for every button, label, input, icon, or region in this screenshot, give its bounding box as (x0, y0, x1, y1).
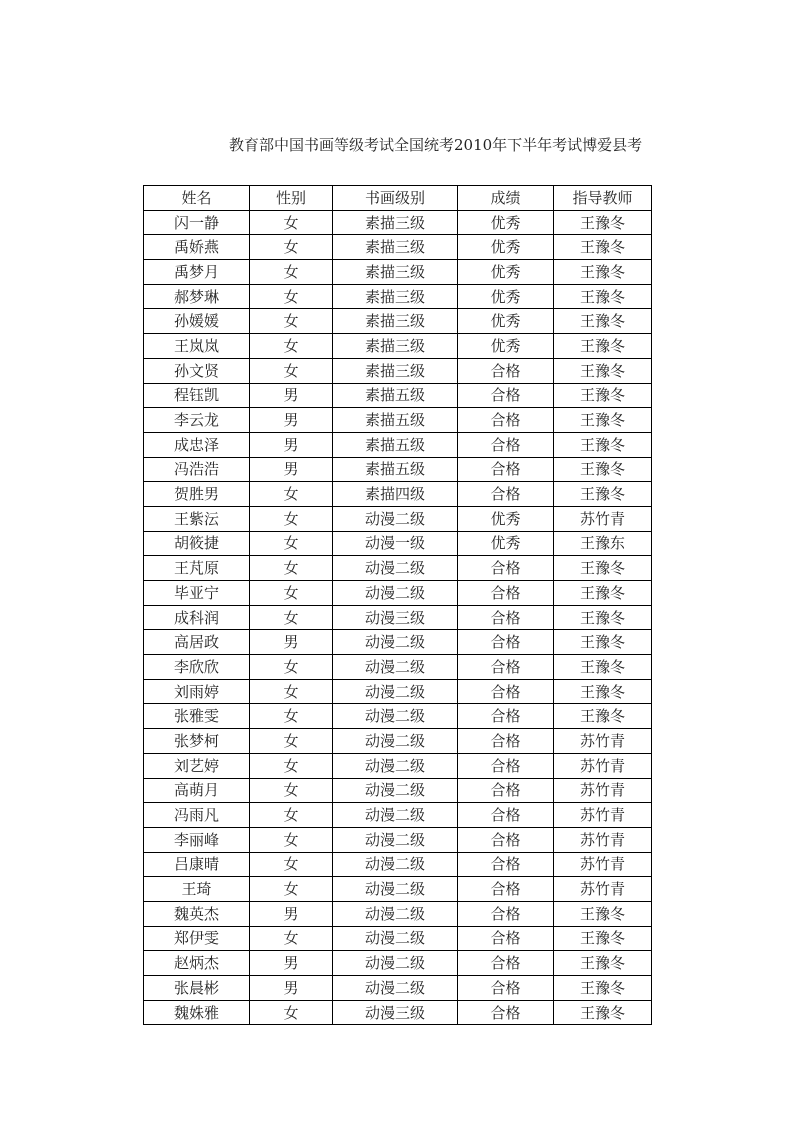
cell-level: 动漫三级 (333, 605, 458, 630)
cell-result: 合格 (458, 581, 554, 606)
cell-level: 素描五级 (333, 457, 458, 482)
cell-result: 优秀 (458, 210, 554, 235)
table-row (144, 210, 652, 235)
cell-name: 王紫沄 (144, 506, 250, 531)
cell-level: 素描三级 (333, 334, 458, 359)
cell-result: 合格 (458, 704, 554, 729)
cell-teacher: 王豫冬 (554, 334, 652, 359)
cell-level: 动漫二级 (333, 901, 458, 926)
cell-name: 张雅雯 (144, 704, 250, 729)
table-row (144, 531, 652, 556)
cell-name: 高萌月 (144, 778, 250, 803)
cell-level: 动漫二级 (333, 704, 458, 729)
cell-gender: 女 (250, 704, 333, 729)
table-row (144, 630, 652, 655)
cell-gender: 男 (250, 408, 333, 433)
cell-teacher: 王豫冬 (554, 1000, 652, 1025)
cell-name: 刘艺婷 (144, 753, 250, 778)
cell-level: 动漫二级 (333, 951, 458, 976)
cell-teacher: 王豫冬 (554, 704, 652, 729)
cell-level: 动漫二级 (333, 753, 458, 778)
cell-result: 合格 (458, 976, 554, 1001)
cell-teacher: 王豫冬 (554, 235, 652, 260)
cell-name: 李欣欣 (144, 655, 250, 680)
cell-level: 动漫三级 (333, 1000, 458, 1025)
table-row (144, 284, 652, 309)
table-row (144, 827, 652, 852)
cell-level: 动漫二级 (333, 852, 458, 877)
cell-name: 李丽峰 (144, 827, 250, 852)
cell-result: 优秀 (458, 309, 554, 334)
cell-result: 合格 (458, 383, 554, 408)
cell-teacher: 苏竹青 (554, 877, 652, 902)
cell-name: 赵炳杰 (144, 951, 250, 976)
table-row (144, 408, 652, 433)
cell-name: 王芃原 (144, 556, 250, 581)
cell-result: 合格 (458, 951, 554, 976)
cell-name: 成忠泽 (144, 432, 250, 457)
cell-teacher: 王豫冬 (554, 260, 652, 285)
cell-level: 素描三级 (333, 309, 458, 334)
cell-name: 郑伊雯 (144, 926, 250, 951)
table-row (144, 901, 652, 926)
cell-teacher: 王豫冬 (554, 457, 652, 482)
cell-result: 合格 (458, 457, 554, 482)
cell-result: 合格 (458, 926, 554, 951)
cell-gender: 男 (250, 976, 333, 1001)
table-row (144, 383, 652, 408)
cell-result: 合格 (458, 432, 554, 457)
table-row (144, 852, 652, 877)
cell-gender: 女 (250, 1000, 333, 1025)
table-row (144, 556, 652, 581)
cell-result: 合格 (458, 901, 554, 926)
cell-teacher: 苏竹青 (554, 827, 652, 852)
cell-result: 合格 (458, 1000, 554, 1025)
cell-teacher: 王豫冬 (554, 926, 652, 951)
cell-gender: 女 (250, 655, 333, 680)
cell-teacher: 苏竹青 (554, 852, 652, 877)
cell-name: 刘雨婷 (144, 679, 250, 704)
cell-gender: 男 (250, 630, 333, 655)
table-body (144, 210, 652, 1025)
cell-name: 王琦 (144, 877, 250, 902)
table-row (144, 729, 652, 754)
cell-name: 禹梦月 (144, 260, 250, 285)
cell-teacher: 苏竹青 (554, 803, 652, 828)
cell-gender: 女 (250, 210, 333, 235)
cell-result: 合格 (458, 482, 554, 507)
cell-teacher: 王豫东 (554, 531, 652, 556)
cell-teacher: 王豫冬 (554, 309, 652, 334)
cell-level: 动漫二级 (333, 630, 458, 655)
cell-teacher: 苏竹青 (554, 506, 652, 531)
table-row (144, 926, 652, 951)
cell-result: 合格 (458, 358, 554, 383)
cell-name: 成科润 (144, 605, 250, 630)
cell-level: 动漫二级 (333, 778, 458, 803)
cell-teacher: 王豫冬 (554, 284, 652, 309)
cell-gender: 女 (250, 827, 333, 852)
cell-name: 毕亚宁 (144, 581, 250, 606)
cell-teacher: 王豫冬 (554, 383, 652, 408)
cell-gender: 女 (250, 926, 333, 951)
cell-level: 动漫二级 (333, 556, 458, 581)
cell-result: 合格 (458, 605, 554, 630)
table-row (144, 605, 652, 630)
cell-level: 动漫二级 (333, 926, 458, 951)
cell-level: 动漫一级 (333, 531, 458, 556)
cell-gender: 女 (250, 778, 333, 803)
cell-gender: 女 (250, 556, 333, 581)
cell-result: 优秀 (458, 260, 554, 285)
cell-name: 孙文贤 (144, 358, 250, 383)
table-row (144, 803, 652, 828)
cell-teacher: 王豫冬 (554, 679, 652, 704)
table-row (144, 704, 652, 729)
cell-level: 素描三级 (333, 284, 458, 309)
table-row (144, 334, 652, 359)
cell-gender: 女 (250, 531, 333, 556)
cell-gender: 女 (250, 309, 333, 334)
cell-teacher: 王豫冬 (554, 432, 652, 457)
cell-gender: 女 (250, 803, 333, 828)
cell-gender: 男 (250, 457, 333, 482)
cell-teacher: 王豫冬 (554, 951, 652, 976)
cell-teacher: 王豫冬 (554, 901, 652, 926)
cell-gender: 女 (250, 605, 333, 630)
cell-result: 合格 (458, 753, 554, 778)
cell-teacher: 苏竹青 (554, 729, 652, 754)
cell-result: 优秀 (458, 334, 554, 359)
table-row (144, 482, 652, 507)
cell-gender: 女 (250, 482, 333, 507)
cell-gender: 男 (250, 432, 333, 457)
cell-name: 禹娇燕 (144, 235, 250, 260)
cell-teacher: 王豫冬 (554, 210, 652, 235)
cell-teacher: 王豫冬 (554, 358, 652, 383)
cell-name: 吕康晴 (144, 852, 250, 877)
cell-level: 素描五级 (333, 432, 458, 457)
cell-result: 合格 (458, 827, 554, 852)
table-row (144, 877, 652, 902)
cell-gender: 女 (250, 284, 333, 309)
cell-level: 素描五级 (333, 408, 458, 433)
cell-level: 动漫二级 (333, 976, 458, 1001)
cell-gender: 女 (250, 581, 333, 606)
cell-gender: 男 (250, 901, 333, 926)
cell-teacher: 苏竹青 (554, 778, 652, 803)
header-gender: 性别 (250, 186, 333, 211)
cell-gender: 男 (250, 951, 333, 976)
cell-result: 合格 (458, 803, 554, 828)
cell-gender: 女 (250, 679, 333, 704)
cell-gender: 女 (250, 334, 333, 359)
cell-teacher: 王豫冬 (554, 976, 652, 1001)
table-row (144, 358, 652, 383)
cell-result: 合格 (458, 778, 554, 803)
cell-gender: 女 (250, 235, 333, 260)
cell-level: 动漫二级 (333, 729, 458, 754)
cell-name: 冯雨凡 (144, 803, 250, 828)
cell-result: 合格 (458, 679, 554, 704)
cell-result: 优秀 (458, 284, 554, 309)
cell-result: 合格 (458, 877, 554, 902)
cell-result: 优秀 (458, 235, 554, 260)
cell-level: 动漫二级 (333, 877, 458, 902)
table-row (144, 235, 652, 260)
table-row (144, 309, 652, 334)
cell-level: 素描三级 (333, 235, 458, 260)
cell-gender: 女 (250, 506, 333, 531)
cell-name: 程钰凯 (144, 383, 250, 408)
cell-teacher: 王豫冬 (554, 581, 652, 606)
cell-name: 张晨彬 (144, 976, 250, 1001)
cell-teacher: 王豫冬 (554, 556, 652, 581)
cell-gender: 女 (250, 729, 333, 754)
cell-gender: 女 (250, 877, 333, 902)
cell-gender: 女 (250, 358, 333, 383)
cell-result: 合格 (458, 408, 554, 433)
cell-teacher: 王豫冬 (554, 630, 652, 655)
cell-result: 优秀 (458, 531, 554, 556)
cell-name: 闪一静 (144, 210, 250, 235)
cell-teacher: 苏竹青 (554, 753, 652, 778)
table-row (144, 778, 652, 803)
cell-level: 动漫二级 (333, 506, 458, 531)
header-name: 姓名 (144, 186, 250, 211)
cell-level: 动漫二级 (333, 581, 458, 606)
table-row (144, 753, 652, 778)
table-row (144, 951, 652, 976)
cell-gender: 女 (250, 852, 333, 877)
cell-name: 魏姝雅 (144, 1000, 250, 1025)
cell-name: 贺胜男 (144, 482, 250, 507)
table-row (144, 1000, 652, 1025)
header-level: 书画级别 (333, 186, 458, 211)
cell-result: 合格 (458, 655, 554, 680)
cell-name: 冯浩浩 (144, 457, 250, 482)
cell-gender: 男 (250, 383, 333, 408)
cell-name: 高居政 (144, 630, 250, 655)
header-result: 成绩 (458, 186, 554, 211)
cell-name: 郝梦琳 (144, 284, 250, 309)
cell-result: 合格 (458, 729, 554, 754)
cell-level: 动漫二级 (333, 803, 458, 828)
table-row (144, 679, 652, 704)
cell-gender: 女 (250, 753, 333, 778)
cell-result: 合格 (458, 556, 554, 581)
header-row (144, 186, 652, 211)
cell-result: 优秀 (458, 506, 554, 531)
table-row (144, 976, 652, 1001)
cell-level: 动漫二级 (333, 827, 458, 852)
table-row (144, 581, 652, 606)
cell-level: 动漫二级 (333, 655, 458, 680)
cell-name: 魏英杰 (144, 901, 250, 926)
header-teacher: 指导教师 (554, 186, 652, 211)
cell-gender: 女 (250, 260, 333, 285)
results-table (143, 185, 652, 1025)
table-row (144, 506, 652, 531)
cell-level: 动漫二级 (333, 679, 458, 704)
table-row (144, 655, 652, 680)
cell-level: 素描三级 (333, 210, 458, 235)
cell-teacher: 王豫冬 (554, 655, 652, 680)
cell-result: 合格 (458, 630, 554, 655)
table-row (144, 260, 652, 285)
cell-name: 李云龙 (144, 408, 250, 433)
cell-name: 胡筱捷 (144, 531, 250, 556)
cell-teacher: 王豫冬 (554, 605, 652, 630)
document-title: 教育部中国书画等级考试全国统考2010年下半年考试博爱县考 (229, 136, 643, 154)
cell-name: 张梦柯 (144, 729, 250, 754)
table-row (144, 432, 652, 457)
cell-level: 素描五级 (333, 383, 458, 408)
cell-level: 素描三级 (333, 358, 458, 383)
cell-teacher: 王豫冬 (554, 482, 652, 507)
cell-result: 合格 (458, 852, 554, 877)
cell-name: 王岚岚 (144, 334, 250, 359)
cell-name: 孙媛媛 (144, 309, 250, 334)
table-row (144, 457, 652, 482)
cell-teacher: 王豫冬 (554, 408, 652, 433)
cell-level: 素描四级 (333, 482, 458, 507)
cell-level: 素描三级 (333, 260, 458, 285)
